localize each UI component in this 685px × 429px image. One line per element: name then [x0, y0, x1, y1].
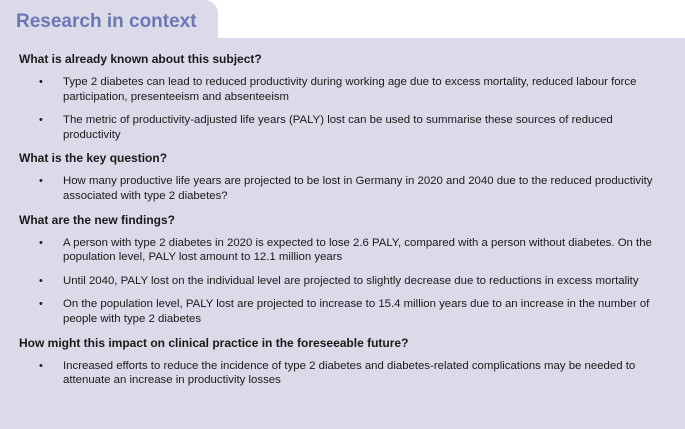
bullet-text: On the population level, PALY lost are projected to increase to 15.4 million years due to an increase in the number of people with type 2 diabetes: [63, 298, 650, 325]
bullet-icon: •: [39, 76, 43, 88]
bullet-icon: •: [39, 175, 43, 188]
bullet-list: [19, 174, 671, 203]
section-question: What is already known about this subject?: [19, 52, 262, 66]
section-question: How might this impact on clinical practice in the foreseeable future?: [19, 335, 409, 350]
section-known: [19, 52, 671, 142]
bullet-list: [19, 359, 671, 388]
bullet-icon: •: [39, 359, 43, 372]
bullet-item: [19, 359, 671, 388]
bullet-text: How many productive life years are projected to be lost in Germany in 2020 and 2040 due to the reduced productivity associated with type 2 diabetes?: [63, 175, 653, 202]
bullet-text: Until 2040, PALY lost on the individual level are projected to slightly decrease due to reductions in excess mortality: [63, 274, 639, 287]
bullet-item: [19, 75, 671, 104]
section-question: What are the new findings?: [19, 212, 176, 227]
bullet-icon: •: [39, 114, 43, 127]
bullet-list: [19, 75, 671, 142]
bullet-text: The metric of productivity-adjusted life years (PALY) lost can be used to summarise these sources of reduced productivity: [63, 114, 613, 141]
box-title: Research in context: [16, 11, 197, 32]
section-new-findings: [19, 213, 671, 327]
bullet-icon: •: [39, 274, 43, 287]
section-key-question: [19, 151, 671, 203]
research-in-context-panel: [0, 38, 685, 429]
bullet-text: Type 2 diabetes can lead to reduced productivity during working age due to excess mortality, reduced labour force participation, presenteeism and absenteeism: [63, 76, 637, 103]
bullet-list: [19, 236, 671, 327]
bullet-icon: •: [39, 298, 43, 311]
bullet-item: [19, 274, 671, 289]
bullet-icon: •: [39, 236, 43, 249]
bullet-item: [19, 236, 671, 265]
bullet-text: A person with type 2 diabetes in 2020 is expected to lose 2.6 PALY, compared with a person without diabetes. On the population level, PALY lost amount to 12.1 million years: [63, 236, 652, 264]
bullet-item: [19, 113, 671, 142]
section-clinical-impact: [19, 336, 671, 388]
bullet-item: [19, 297, 671, 326]
section-question: What is the key question?: [19, 151, 168, 166]
box-title-tab: [0, 0, 218, 38]
bullet-text: Increased efforts to reduce the incidence of type 2 diabetes and diabetes-related complications may be needed to attenuate an increase in productivity losses: [63, 359, 636, 387]
bullet-item: [19, 174, 671, 203]
